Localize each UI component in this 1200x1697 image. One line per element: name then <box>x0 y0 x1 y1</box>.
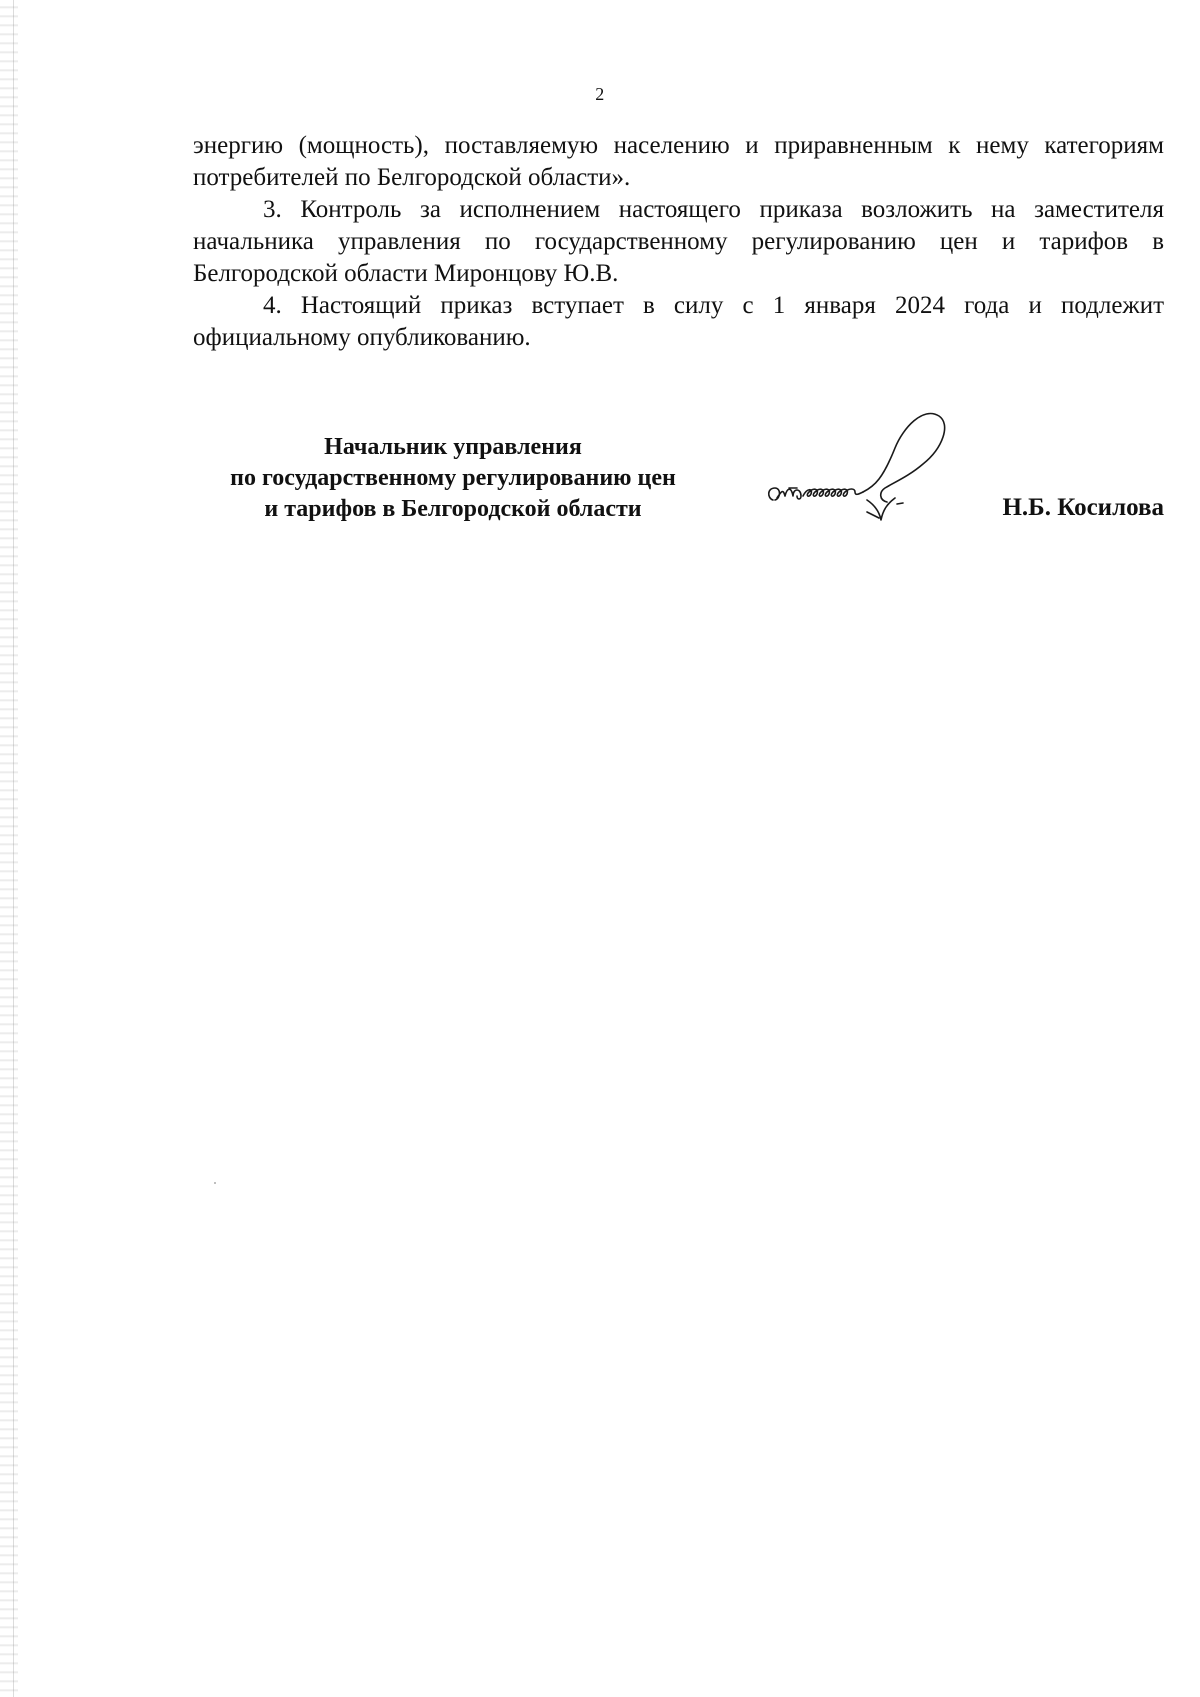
position-line: и тарифов в Белгородской области <box>264 496 642 522</box>
position-line: по государственному регулированию цен <box>230 465 676 491</box>
signer-name: Н.Б. Косилова <box>1002 494 1164 521</box>
document-body <box>193 130 1164 354</box>
paragraph-item-4: 4. Настоящий приказ вступает в силу с 1 января 2024 года и подлежит официальному опубликованию. <box>193 292 1164 351</box>
signature-block <box>193 432 1164 552</box>
paragraph-item-3: 3. Контроль за исполнением настоящего приказа возложить на заместителя начальника управления по государственному регулированию цен и тарифов в Белгородской области Миронцову Ю.В. <box>193 196 1164 287</box>
scan-speck <box>214 1182 216 1184</box>
paragraph-continuation: энергию (мощность), поставляемую населению и приравненным к нему категориям потребителей по Белгородской области». <box>193 132 1164 191</box>
page-number: 2 <box>595 84 605 104</box>
handwritten-signature-icon <box>763 408 993 538</box>
position-line: Начальник управления <box>324 434 582 460</box>
signatory-position <box>193 432 713 525</box>
scan-edge-artifact <box>0 0 18 1697</box>
